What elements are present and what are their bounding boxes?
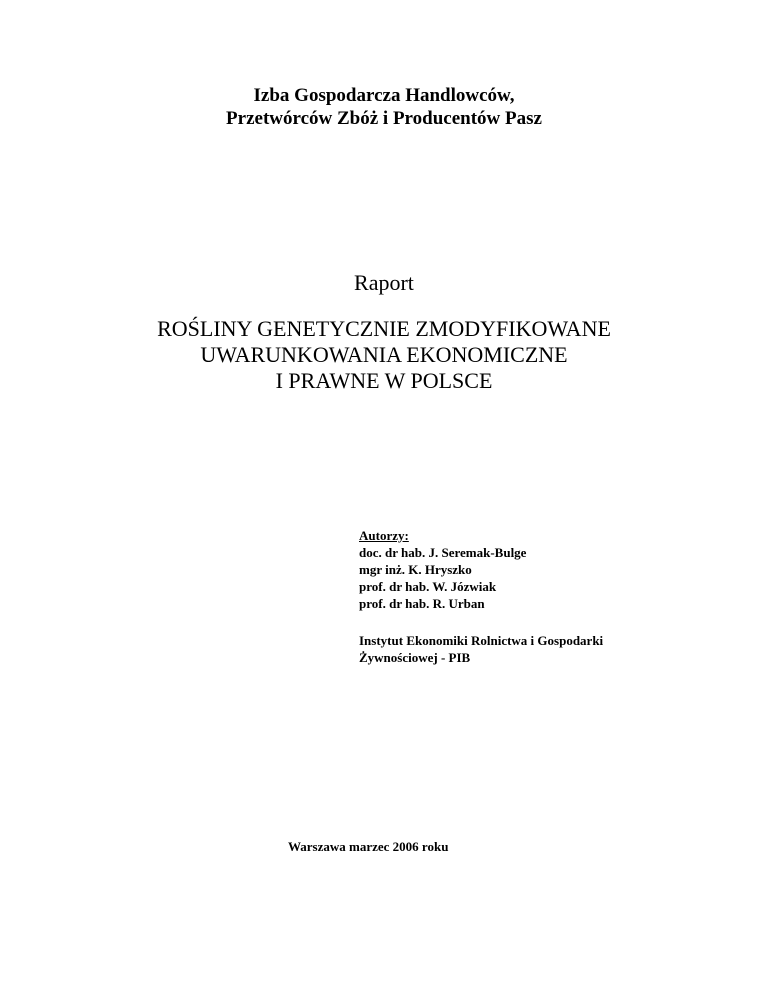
organization-line-2: Przetwórców Zbóż i Producentów Pasz	[226, 108, 542, 129]
authors-heading: Autorzy:	[359, 528, 409, 543]
institute-line-1: Instytut Ekonomiki Rolnictwa i Gospodarki	[359, 633, 604, 648]
report-title-line-2: UWARUNKOWANIA EKONOMICZNE	[200, 342, 568, 367]
report-label: Raport	[354, 270, 414, 295]
report-title-line-1: ROŚLINY GENETYCZNIE ZMODYFIKOWANE	[157, 316, 611, 341]
institute-line-2: Żywnościowej - PIB	[359, 650, 471, 665]
place-and-date: Warszawa marzec 2006 roku	[288, 839, 449, 854]
author-1: doc. dr hab. J. Seremak-Bulge	[359, 545, 527, 560]
report-title-line-3: I PRAWNE W POLSCE	[275, 368, 493, 393]
organization-line-1: Izba Gospodarcza Handlowców,	[253, 85, 515, 106]
author-4: prof. dr hab. R. Urban	[359, 596, 485, 611]
report-title	[0, 316, 768, 394]
author-2: mgr inż. K. Hryszko	[359, 562, 472, 577]
institute-name	[359, 632, 739, 666]
authors-block	[359, 527, 739, 612]
organization-name	[0, 84, 768, 130]
author-3: prof. dr hab. W. Józwiak	[359, 579, 497, 594]
